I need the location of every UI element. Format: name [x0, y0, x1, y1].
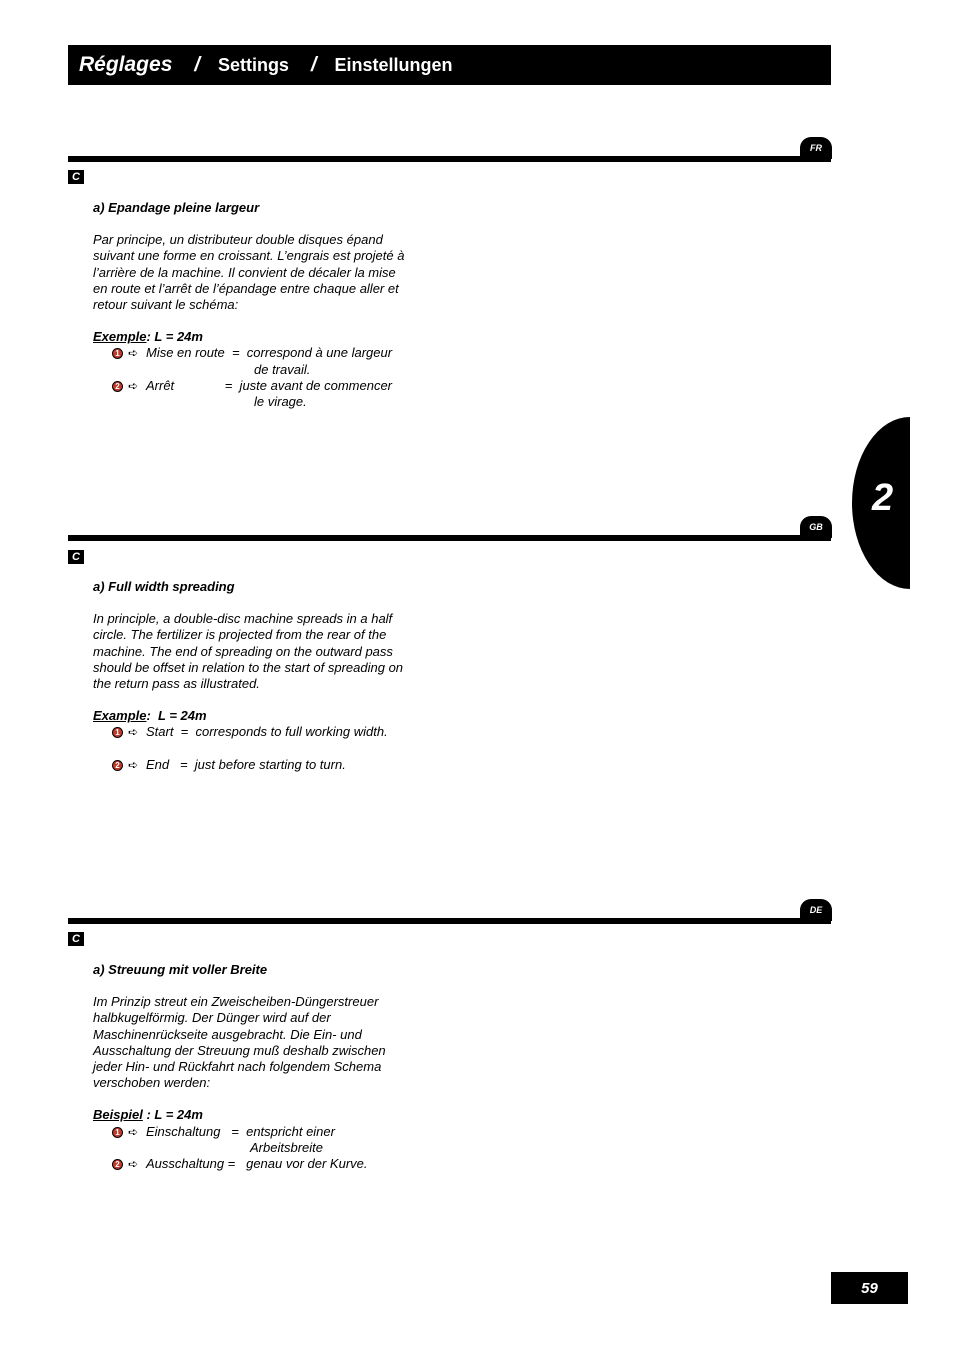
step-number-badge: 1 — [112, 727, 123, 738]
arrow-icon: ➪ — [128, 757, 139, 772]
paragraph-line: Par principe, un distributeur double disques épand — [93, 232, 383, 248]
header-separator: / — [194, 53, 200, 76]
section-rule-fr — [68, 156, 831, 162]
chapter-number: 2 — [872, 477, 894, 519]
example-value: : L = 24m — [142, 1107, 203, 1123]
lang-tab-fr: FR — [800, 137, 832, 159]
arrow-icon: ➪ — [128, 346, 139, 361]
paragraph-line: suivant une forme en croissant. L’engrais est projeté à — [93, 248, 405, 264]
example-value: : L = 24m — [146, 329, 203, 345]
header-title-gb: Settings — [217, 54, 289, 75]
step-text: Start = corresponds to full working width. — [146, 724, 388, 740]
step-text: Ausschaltung = genau vor der Kurve. — [146, 1156, 368, 1172]
section-marker-fr: C — [68, 170, 84, 184]
header-bar — [68, 45, 831, 85]
step-number-badge: 2 — [112, 381, 123, 392]
step-number-badge: 2 — [112, 760, 123, 771]
step-item — [93, 757, 423, 773]
header-separator: / — [310, 53, 317, 76]
paragraph-line: should be offset in relation to the start of spreading on — [93, 659, 404, 675]
step-text-cont: le virage. — [254, 394, 307, 410]
example-label: Beispiel — [93, 1107, 143, 1123]
section-rule-de — [68, 918, 831, 924]
step-text: Einschaltung = entspricht einer — [146, 1123, 335, 1139]
step-item — [93, 1156, 423, 1172]
example-line — [93, 329, 423, 345]
step-continuation — [93, 394, 423, 410]
section-subtitle: a) Epandage pleine largeur — [93, 200, 260, 215]
header-title-de: Einstellungen — [334, 54, 453, 75]
step-continuation — [93, 1140, 423, 1156]
page-number: 59 — [831, 1272, 908, 1304]
section-fr — [93, 200, 423, 410]
step-item — [93, 724, 423, 740]
paragraph-line: Im Prinzip streut ein Zweischeiben-Düngerstreuer — [93, 994, 379, 1010]
step-text: End = just before starting to turn. — [146, 756, 346, 772]
arrow-icon: ➪ — [128, 725, 139, 740]
paragraph-line: machine. The end of spreading on the outward pass — [93, 643, 393, 659]
lang-tab-gb: GB — [800, 516, 832, 538]
header-title-fr: Réglages — [79, 53, 173, 76]
step-number-badge: 2 — [112, 1159, 123, 1170]
paragraph-line: en route et l’arrêt de l’épandage entre chaque aller et — [93, 280, 399, 296]
example-line — [93, 708, 423, 724]
paragraph-line: retour suivant le schéma: — [93, 297, 239, 313]
step-text: Mise en route = correspond à une largeur — [146, 345, 393, 361]
paragraph-line: l’arrière de la machine. Il convient de décaler la mise — [93, 264, 396, 280]
section-gb — [93, 579, 423, 773]
step-item — [93, 345, 423, 361]
paragraph-line: In principle, a double-disc machine spreads in a half — [93, 611, 393, 627]
step-number-badge: 1 — [112, 1127, 123, 1138]
arrow-icon: ➪ — [128, 1124, 139, 1139]
arrow-icon: ➪ — [128, 1157, 139, 1172]
step-text-cont: Arbeitsbreite — [250, 1139, 323, 1155]
example-line — [93, 1107, 423, 1123]
step-text: Arrêt = juste avant de commencer — [146, 377, 393, 393]
section-marker-de: C — [68, 932, 84, 946]
section-subtitle: a) Streuung mit voller Breite — [93, 962, 268, 977]
example-label: Example — [93, 708, 147, 724]
paragraph-line: Maschinenrückseite ausgebracht. Die Ein- und — [93, 1026, 362, 1042]
section-marker-gb: C — [68, 550, 84, 564]
step-number-badge: 1 — [112, 348, 123, 359]
paragraph-line: Ausschaltung der Streuung muß deshalb zwischen — [93, 1042, 386, 1058]
arrow-icon: ➪ — [128, 378, 139, 393]
example-value: : L = 24m — [146, 708, 207, 724]
lang-tab-de: DE — [800, 899, 832, 921]
step-continuation — [93, 362, 423, 378]
example-label: Exemple — [93, 329, 147, 345]
paragraph-line: halbkugelförmig. Der Dünger wird auf der — [93, 1010, 331, 1026]
paragraph-line: circle. The fertilizer is projected from the rear of the — [93, 627, 387, 643]
step-text-cont: de travail. — [254, 361, 311, 377]
section-de — [93, 962, 423, 1172]
step-item — [93, 378, 423, 394]
paragraph-line: jeder Hin- und Rückfahrt nach folgendem Schema — [93, 1059, 382, 1075]
section-rule-gb — [68, 535, 831, 541]
section-subtitle: a) Full width spreading — [93, 579, 235, 594]
step-item — [93, 1124, 423, 1140]
paragraph-line: the return pass as illustrated. — [93, 676, 260, 692]
paragraph-line: verschoben werden: — [93, 1075, 211, 1091]
chapter-tab — [852, 417, 910, 589]
